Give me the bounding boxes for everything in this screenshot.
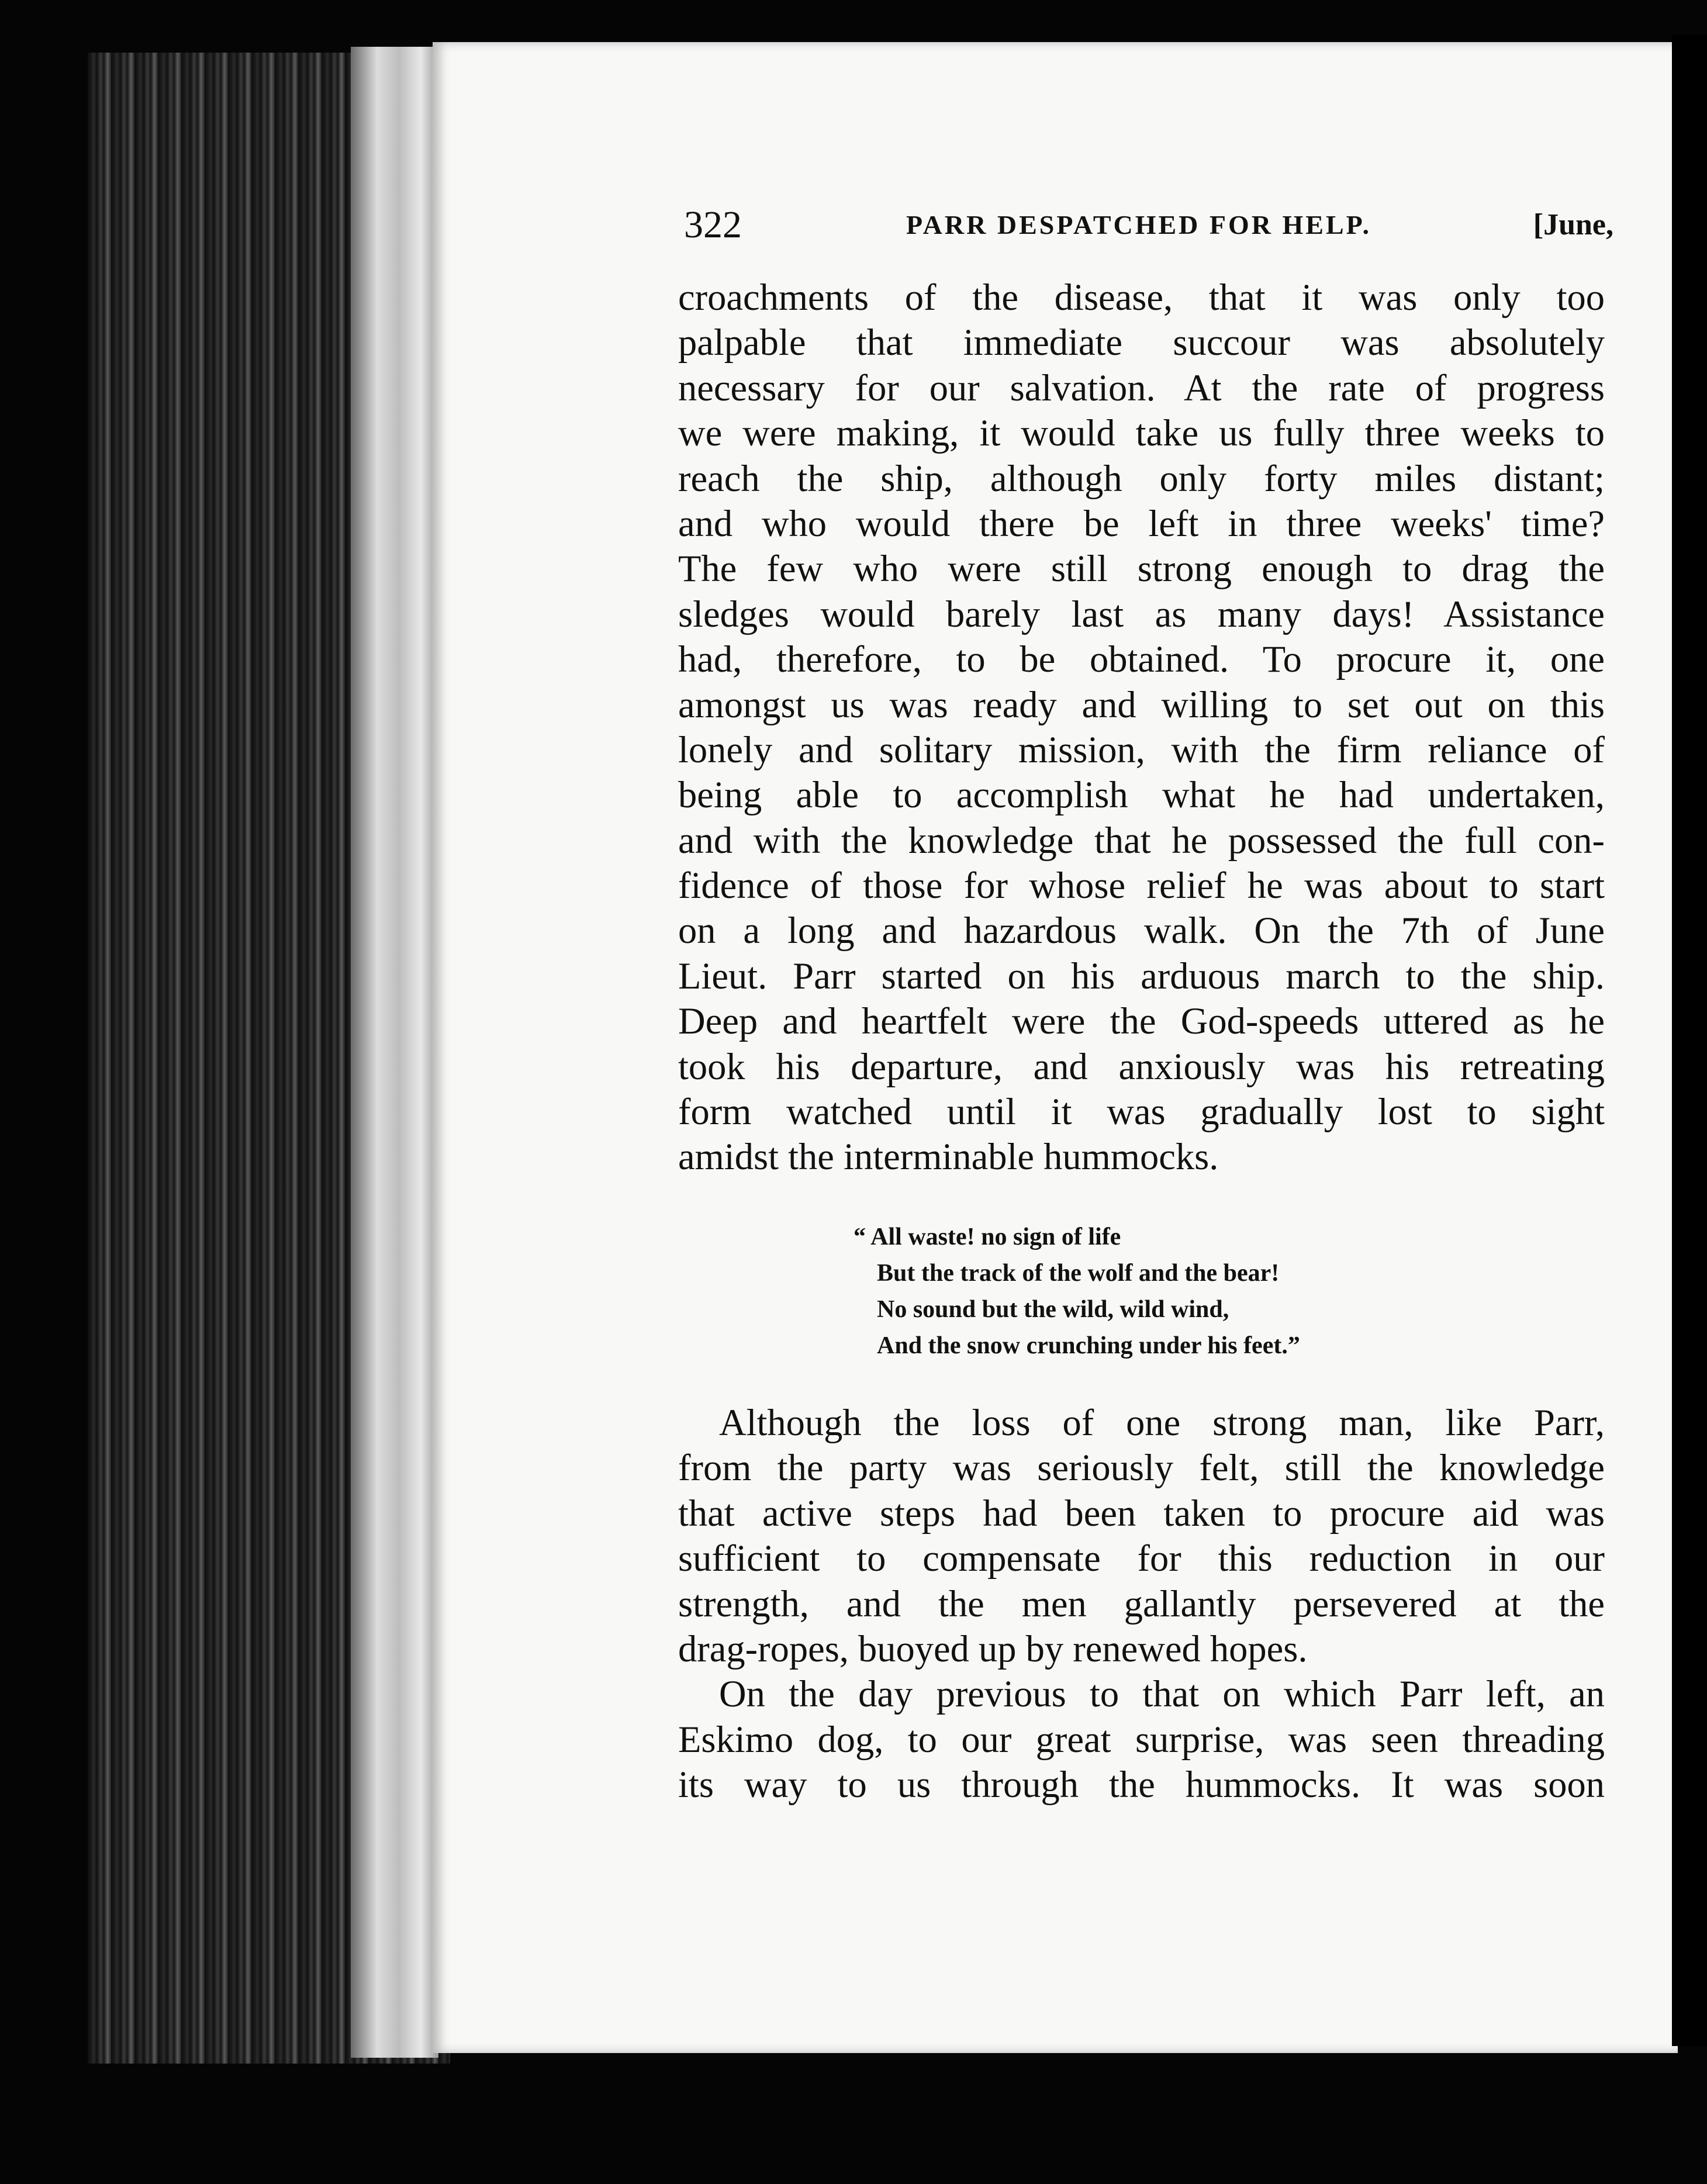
text-line: drag-ropes, buoyed up by renewed hopes. (678, 1627, 1308, 1670)
running-date: [June, (1533, 208, 1613, 241)
text-line: sledges would barely last as many days! Assistance (678, 593, 1605, 635)
text-line: Eskimo dog, to our great surprise, was seen threading (678, 1718, 1605, 1760)
text-line: fidence of those for whose relief he was about to start (678, 865, 1605, 907)
text-line: strength, and the men gallantly persevered at the (678, 1582, 1605, 1625)
running-header (684, 193, 1613, 257)
text-line: croachments of the disease, that it was only too (678, 277, 1605, 318)
text-line: we were making, it would take us fully three weeks to (678, 412, 1605, 454)
paragraph-1 (678, 275, 1605, 1180)
text-line: Although the loss of one strong man, like Parr, (719, 1402, 1605, 1443)
paragraphs-2-3 (678, 1400, 1605, 1808)
book-page-stack (351, 47, 438, 2058)
text-line: Deep and heartfelt were the God-speeds uttered as he (678, 1000, 1605, 1042)
text-line: took his departure, and anxiously was his retreating (678, 1045, 1605, 1087)
text-line: from the party was seriously felt, still the knowledge (678, 1447, 1605, 1489)
page-number: 322 (684, 203, 742, 246)
text-line: and who would there be left in three weeks' time? (678, 502, 1605, 544)
text-line: had, therefore, to be obtained. To procure it, one (678, 638, 1605, 680)
text-line: amidst the interminable hummocks. (678, 1136, 1219, 1178)
verse-line: But the track of the wolf and the bear! (877, 1260, 1280, 1287)
text-line: and with the knowledge that he possessed the full con- (678, 819, 1605, 861)
right-shadow (1672, 35, 1707, 2046)
text-line: palpable that immediate succour was absolutely (678, 322, 1605, 364)
text-line: being able to accomplish what he had undertaken, (678, 774, 1605, 816)
verse-line: “ All waste! no sign of life (854, 1224, 1121, 1250)
running-title: PARR DESPATCHED FOR HELP. (906, 210, 1372, 240)
text-line: On the day previous to that on which Parr left, an (719, 1673, 1605, 1715)
verse-quotation (854, 1219, 1300, 1364)
text-line: amongst us was ready and willing to set out on this (678, 683, 1605, 725)
text-line: on a long and hazardous walk. On the 7th of June (678, 910, 1605, 952)
text-line: necessary for our salvation. At the rate of progress (678, 367, 1605, 409)
text-line: its way to us through the hummocks. It was soon (678, 1764, 1605, 1806)
text-line: lonely and solitary mission, with the firm reliance of (678, 728, 1605, 770)
text-line: reach the ship, although only forty miles distant; (678, 457, 1605, 499)
text-line: The few who were still strong enough to drag the (678, 548, 1605, 590)
text-line: form watched until it was gradually lost to sight (678, 1091, 1605, 1133)
verse-line: And the snow crunching under his feet.” (877, 1332, 1300, 1359)
text-line: that active steps had been taken to procure aid was (678, 1492, 1605, 1534)
text-line: sufficient to compensate for this reduction in our (678, 1537, 1605, 1580)
text-line: Lieut. Parr started on his arduous march to the ship. (678, 955, 1605, 997)
verse-line: No sound but the wild, wild wind, (877, 1296, 1229, 1323)
